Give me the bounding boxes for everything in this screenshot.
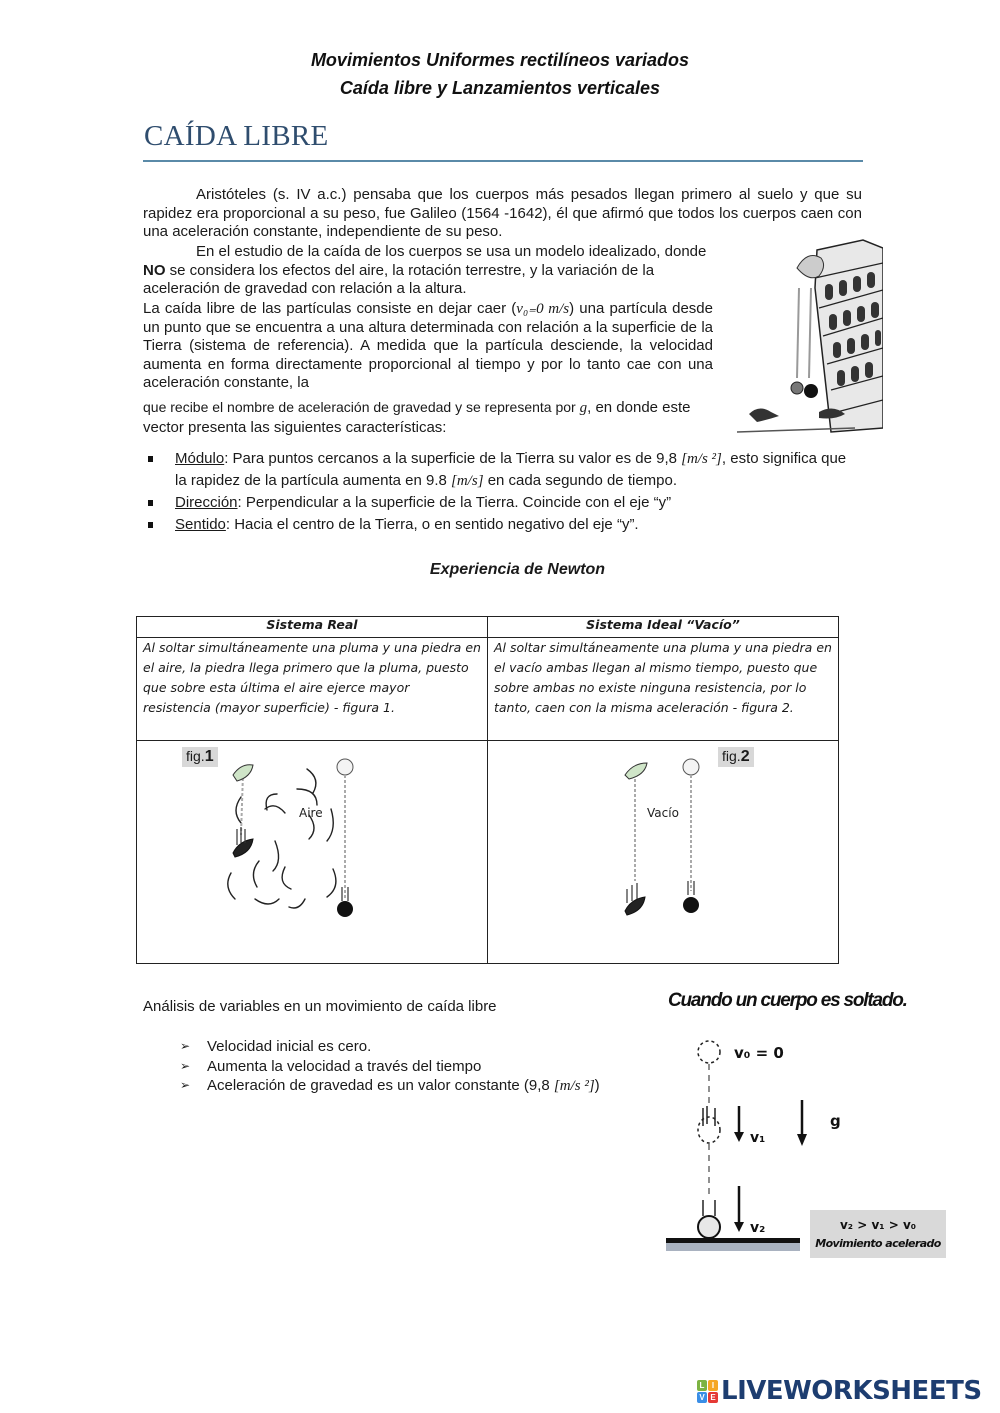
feather-bottom-icon (625, 897, 645, 915)
unit-acceleration: [m/s ²] (681, 451, 722, 467)
intro-p2-text-b: se considera los efectos del aire, la rotación terrestre, y la variación de la aceleración de gravedad con relación a la altura. (143, 261, 655, 297)
analysis-item-text-end: ) (594, 1077, 600, 1094)
list-item-modulo (148, 448, 848, 492)
bullet-square-icon (148, 500, 153, 506)
brand-name: LIVEWORKSHEETS (721, 1376, 982, 1406)
stone-top-icon (683, 759, 699, 775)
intro-p4-text-b: , en donde este vector presenta las siguientes características: (143, 399, 691, 436)
initial-velocity-formula: v₀₌0 m/s (516, 301, 570, 317)
analysis-item-text: Velocidad inicial es cero. (207, 1038, 372, 1055)
fig-prefix: fig. (722, 748, 741, 764)
term-modulo: Módulo (175, 450, 225, 467)
intro-paragraph-3 (143, 300, 713, 393)
leaning-tower-icon (735, 228, 883, 438)
analysis-item (180, 1076, 600, 1097)
table-row-figures (137, 741, 839, 964)
stone-bottom-icon (337, 901, 353, 917)
gravity-characteristics-list (148, 448, 848, 536)
document-title-line-2: Caída libre y Lanzamientos verticales (339, 78, 661, 98)
modulo-text-c: en cada segundo de tiempo. (483, 472, 678, 489)
ball-middle-icon (698, 1117, 720, 1143)
ball-final-icon (698, 1216, 720, 1238)
bullet-square-icon (148, 456, 153, 462)
arrow-bullet-icon: ➢ (180, 1039, 191, 1053)
pisa-tower-illustration (735, 228, 883, 438)
newton-comparison-table (136, 616, 839, 964)
liveworksheets-logo[interactable] (697, 1376, 982, 1406)
arrow-bullet-icon: ➢ (180, 1058, 191, 1073)
header-real-system: Sistema Real (137, 617, 488, 638)
direccion-text: : Perpendicular a la superficie de la Tierra. Coincide con el eje “y” (237, 494, 672, 511)
velocity-relation: v₂ > v₁ > v₀ (839, 1218, 917, 1232)
v1-label: v₁ (750, 1130, 766, 1146)
v2-arrow-icon (734, 1222, 744, 1232)
logo-letter: E (708, 1392, 718, 1403)
v1-arrow-icon (734, 1132, 744, 1142)
newton-experiment-title: Experiencia de Newton (429, 561, 606, 578)
drop-diagram-title: Cuando un cuerpo es soltado. (668, 990, 907, 1011)
analysis-item (180, 1057, 600, 1077)
live-blocks-icon (697, 1380, 718, 1403)
analysis-item (180, 1037, 600, 1057)
feather-top-icon (233, 765, 253, 781)
feather-stone-vacuum-figure (613, 751, 733, 921)
modulo-text-a: : Para puntos cercanos a la superficie de la Tierra su valor es de 9,8 (224, 450, 682, 467)
stone-bottom-icon (683, 897, 699, 913)
analysis-item-text: Aumenta la velocidad a través del tiempo (207, 1057, 482, 1075)
header-ideal-system: Sistema Ideal “Vacío” (488, 617, 839, 638)
feather-stone-air-figure (197, 749, 357, 929)
section-heading: CAÍDA LIBRE (144, 120, 329, 152)
real-system-description: Al soltar simultáneamente una pluma y una piedra en el aire, la piedra llega primero que la pluma, puesto que sobre esta última el aire ejerce mayor resistencia (mayor superficie) - figura 1. (137, 638, 488, 741)
sentido-text: : Hacia el centro de la Tierra, o en sentido negativo del eje “y”. (225, 516, 639, 533)
table-row-description (137, 638, 839, 741)
figure-2-cell (488, 741, 839, 964)
intro-p3-text-a: La caída libre de las partículas consiste en dejar caer ( (143, 300, 517, 317)
intro-paragraph-1: Aristóteles (s. IV a.c.) pensaba que los cuerpos más pesados llegan primero al suelo y que su rapidez era proporcional a su peso, fue Galileo (1564 -1642), él que afirmó que todos los cuerpos caen con una aceleración constante, independiente de su peso. (143, 186, 862, 240)
gravity-symbol: g (579, 400, 588, 416)
intro-p4-text-a: que recibe el nombre de aceleración de gravedad y se representa por (143, 399, 580, 415)
list-item-sentido (148, 514, 848, 536)
intro-paragraph-4 (143, 398, 713, 437)
section-divider (143, 160, 863, 162)
bullet-square-icon (148, 522, 153, 528)
intro-p2-text-a: En el estudio de la caída de los cuerpos se usa un modelo idealizado, donde (196, 243, 707, 260)
intro-p3-text-b: ) una partícula desde un punto que se encuentra a una altura determinada con relación a la superficie de la Tierra (sistema de referencia). A medida que la partícula desciende, la velocidad aumenta en forma directamente proporcional al tiempo y por lo tanto cae con una aceleración constante, la (143, 300, 713, 391)
feather-top-icon (625, 763, 647, 779)
list-item-direccion (148, 492, 848, 514)
term-direccion: Dirección (175, 494, 238, 511)
fig-number: 1 (204, 748, 214, 765)
g-label: g (830, 1112, 841, 1130)
analysis-title: Análisis de variables en un movimiento de caída libre (143, 998, 497, 1015)
term-sentido: Sentido (175, 516, 226, 533)
figure-1-cell (137, 741, 488, 964)
air-label: Aire (299, 806, 323, 820)
table-header-row (137, 617, 839, 638)
ground-icon (666, 1238, 800, 1243)
fig-prefix: fig. (186, 748, 205, 764)
analysis-list (180, 1037, 600, 1097)
v2-label: v₂ (750, 1220, 766, 1236)
v0-label: v₀ = 0 (734, 1044, 784, 1062)
logo-letter: I (708, 1380, 718, 1391)
intro-paragraph-2 (143, 243, 723, 299)
fig-number: 2 (740, 748, 750, 765)
stone-top-icon (337, 759, 353, 775)
logo-letter: L (697, 1380, 707, 1391)
document-title-line-1: Movimientos Uniformes rectilíneos variados (310, 50, 690, 70)
logo-letter: V (697, 1392, 707, 1403)
gravity-arrow-icon (797, 1134, 807, 1146)
intro-p2-bold: NO (143, 261, 166, 279)
unit-acceleration: [m/s ²] (553, 1078, 595, 1094)
unit-velocity: [m/s] (451, 473, 484, 489)
accelerated-motion-caption: Movimiento acelerado (815, 1237, 941, 1250)
ideal-system-description: Al soltar simultáneamente una pluma y una piedra en el vacío ambas llegan al mismo tiempo, puesto que sobre ambas no existe ninguna resistencia, por lo tanto, caen con la misma aceleración - figura 2. (488, 638, 839, 741)
vacuum-label: Vacío (647, 806, 679, 820)
modulo-text-b: , esto significa que la rapidez de la partícula aumenta en 9.8 (175, 450, 847, 489)
feather-falling-icon (233, 839, 253, 857)
free-fall-diagram (660, 1030, 950, 1260)
arrow-bullet-icon: ➢ (180, 1078, 191, 1092)
analysis-item-text: Aceleración de gravedad es un valor constante (9,8 (207, 1077, 554, 1094)
ball-initial-icon (698, 1041, 720, 1063)
